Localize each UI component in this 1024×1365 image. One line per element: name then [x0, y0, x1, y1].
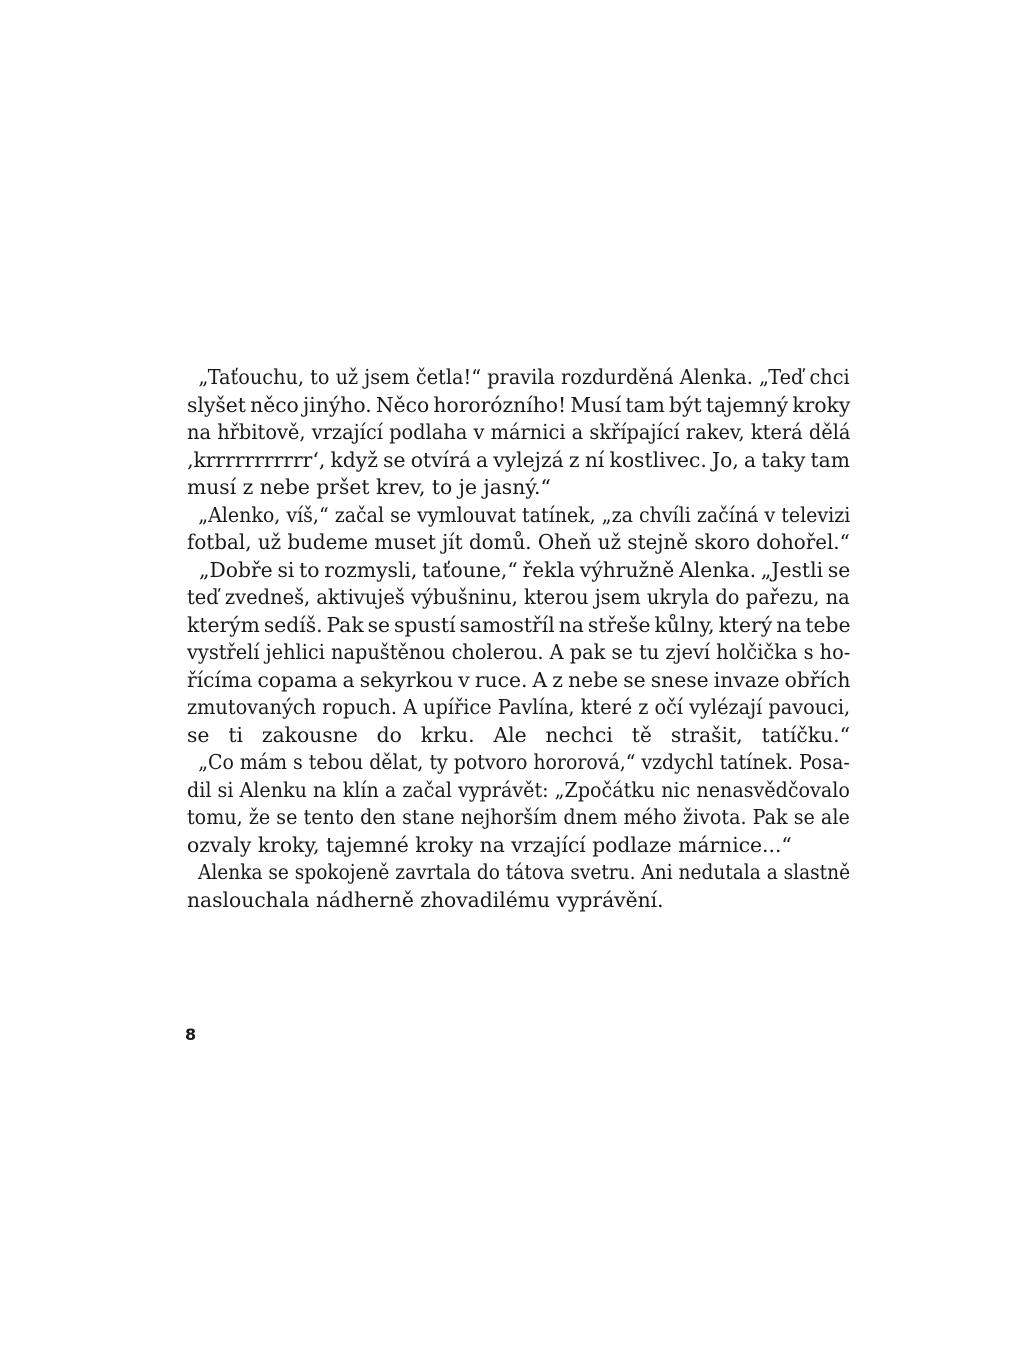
paragraph-3	[187, 557, 850, 750]
text-line: naslouchala nádherně zhovadilému vyprávění.	[187, 887, 664, 912]
text-line: Alenka se spokojeně zavrtala do tátova svetru. Ani nedutala a slastně	[197, 860, 851, 884]
text-line: „Co mám s tebou dělat, ty potvoro hororová,“ vzdychl tatínek. Posa-	[198, 750, 850, 774]
text-line: musí z nebe pršet krev, to je jasný.“	[187, 475, 551, 499]
text-line: tomu, že se tento den stane nejhorším dnem mého života. Pak se ale	[187, 805, 850, 829]
text-line: „Alenko, víš,“ začal se vymlouvat tatínek, „za chvíli začíná v televizi	[198, 502, 851, 527]
text-line: vystřelí jehlici napuštěnou cholerou. A pak se tu zjeví holčička s ho-	[187, 640, 851, 664]
text-line: se ti zakousne do krku. Ale nechci tě strašit, tatíčku.“	[187, 722, 850, 747]
text-line: zmutovaných ropuch. A upířice Pavlína, které z očí vylézají pavouci,	[187, 695, 851, 719]
text-line: na hřbitově, vrzající podlaha v márnici a skřípající rakev, která dělá	[187, 420, 851, 444]
text-line: teď zvedneš, aktivuješ výbušninu, kterou jsem ukryla do pařezu, na	[187, 585, 850, 609]
paragraph-1	[187, 364, 850, 502]
text-line: kterým sedíš. Pak se spustí samostříl na střeše kůlny, který na tebe	[187, 612, 851, 637]
text-line: dil si Alenku na klín a začal vyprávět: „Zpočátku nic nenasvědčovalo	[187, 777, 850, 802]
paragraph-4	[187, 749, 850, 859]
page-number: 8	[185, 1025, 197, 1044]
text-line: řícíma copama a sekyrkou v ruce. A z nebe se snese invaze obřích	[187, 667, 851, 692]
text-line: ozvaly kroky, tajemné kroky na vrzající podlaze márnice...“	[187, 832, 792, 857]
paragraph-2	[187, 502, 850, 557]
text-line: „Taťouchu, to už jsem četla!“ pravila rozdurděná Alenka. „Teď chci	[198, 365, 850, 389]
text-line: fotbal, už budeme muset jít domů. Oheň už stejně skoro dohořel.“	[187, 530, 850, 554]
text-line: „Dobře si to rozmysli, taťoune,“ řekla výhružně Alenka. „Jestli se	[199, 557, 851, 582]
paragraph-5	[187, 859, 850, 914]
body-text	[187, 364, 850, 914]
text-line: ‚krrrrrrrrrrr‘, když se otvírá a vylejzá z ní kostlivec. Jo, a taky tam	[187, 447, 850, 472]
text-line: slyšet něco jinýho. Něco hororózního! Musí tam být tajemný kroky	[187, 392, 851, 417]
